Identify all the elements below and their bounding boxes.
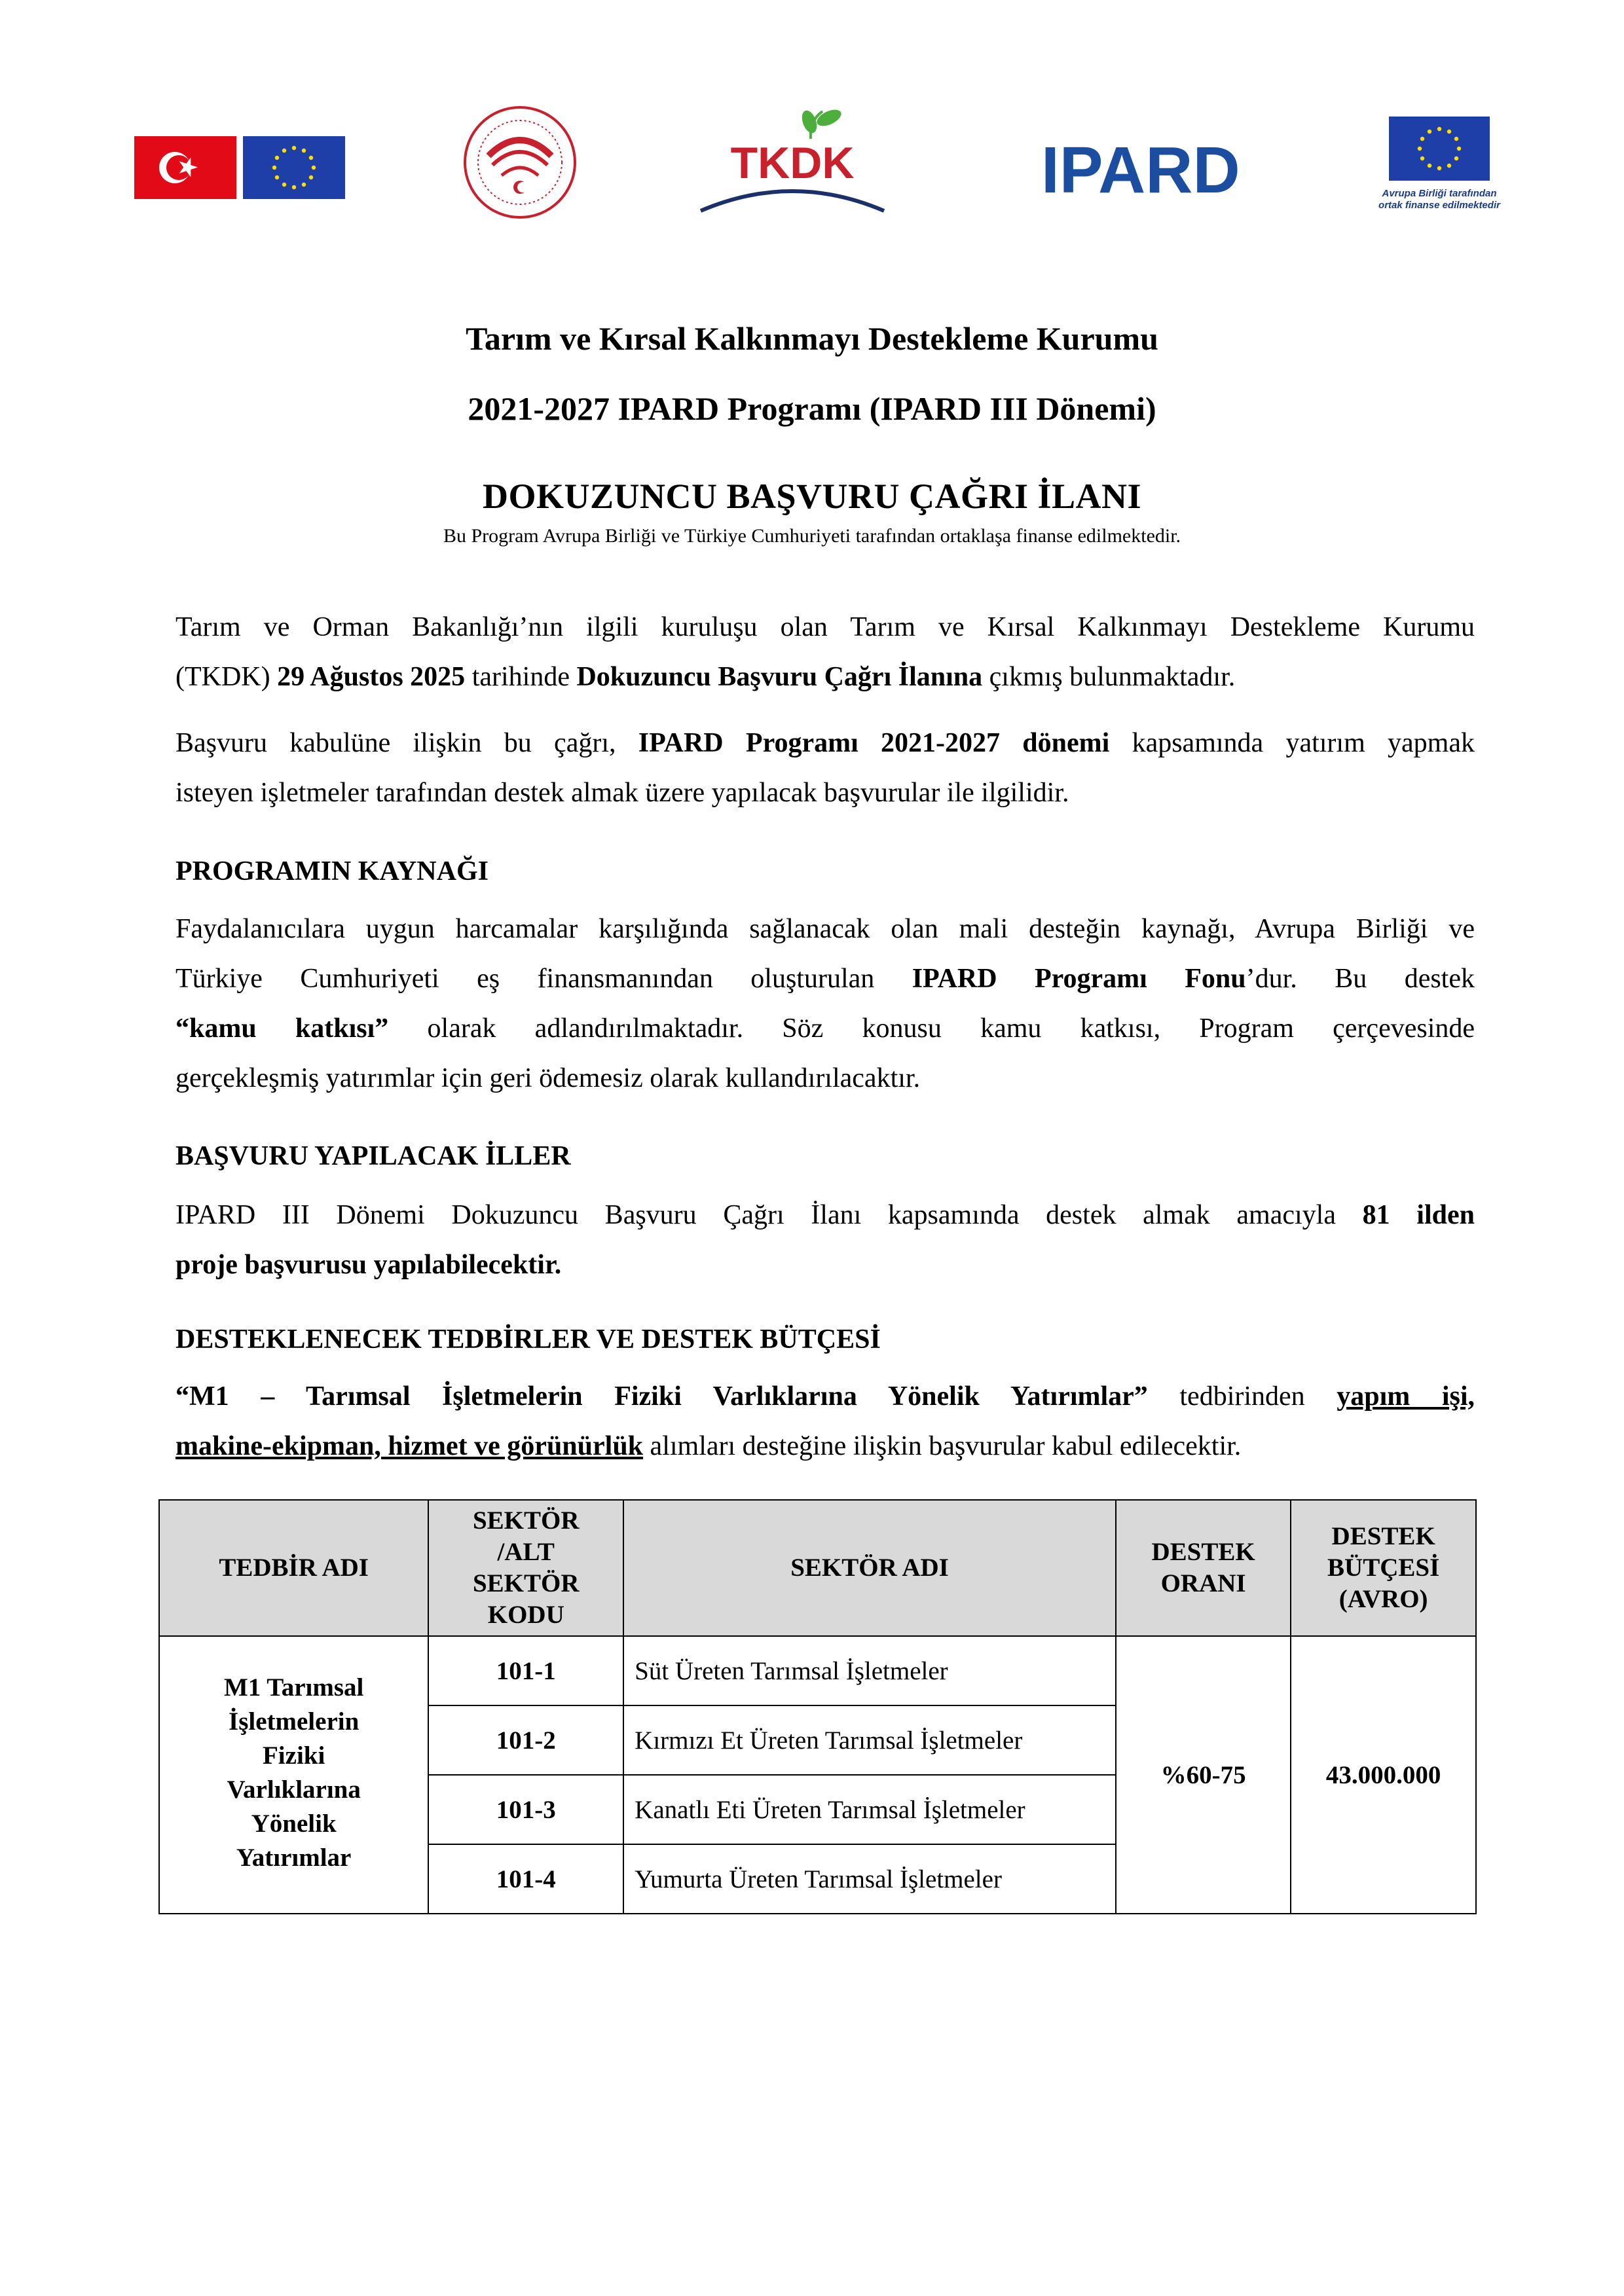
header-rate <box>1116 1500 1291 1636</box>
header-line: DESTEK <box>1151 1538 1255 1566</box>
measure-cell <box>159 1636 428 1914</box>
text-line <box>175 718 1475 768</box>
text-line <box>175 954 1475 1004</box>
intro-paragraph <box>175 602 1475 702</box>
tkdk-logo <box>694 107 891 222</box>
measure-line: M1 Tarımsal <box>223 1673 364 1702</box>
header-line: SEKTÖR <box>472 1506 580 1535</box>
header-line: BÜTÇESİ <box>1327 1554 1440 1582</box>
eu-flag-icon <box>1389 117 1490 181</box>
sector-name-cell: Kırmızı Et Üreten Tarımsal İşletmeler <box>623 1705 1116 1775</box>
section-title-provinces: BAŞVURU YAPILACAK İLLER <box>175 1141 571 1171</box>
underlined-text: makine-ekipman, hizmet ve görünürlük <box>175 1431 644 1461</box>
program-heading: 2021-2027 IPARD Programı (IPARD III Dönemi) <box>468 390 1156 427</box>
text-run: ’dur. Bu destek <box>1246 964 1475 994</box>
eu-cofinance-logo <box>1354 117 1524 211</box>
measure-line: Fiziki <box>262 1741 325 1770</box>
provinces-paragraph <box>175 1190 1475 1290</box>
support-rate-cell: %60-75 <box>1116 1636 1291 1914</box>
section-title-source: PROGRAMIN KAYNAĞI <box>175 856 489 886</box>
logo-bar <box>0 105 1624 223</box>
text-line <box>175 1004 1475 1053</box>
public-contribution-text: “kamu katkısı” <box>175 1013 389 1044</box>
text-run: tedbirinden <box>1147 1381 1337 1412</box>
text-run: Başvuru kabulüne ilişkin bu çağrı, <box>175 728 638 758</box>
funding-note: Bu Program Avrupa Birliği ve Türkiye Cumhuriyeti tarafından ortaklaşa finanse edilmektedir. <box>443 525 1181 547</box>
measure-name-text: “M1 – Tarımsal İşletmelerin Fiziki Varlıklarına Yönelik Yatırımlar” <box>175 1381 1148 1412</box>
underlined-text: yapım işi, <box>1337 1381 1475 1412</box>
header-line: DESTEK <box>1331 1522 1435 1550</box>
text-run: proje başvurusu yapılabilecektir. <box>175 1250 562 1280</box>
sector-name-cell: Süt Üreten Tarımsal İşletmeler <box>623 1636 1116 1705</box>
measure-line: Yönelik <box>251 1810 337 1838</box>
sector-name-cell: Yumurta Üreten Tarımsal İşletmeler <box>623 1844 1116 1914</box>
header-line: SEKTÖR <box>472 1569 580 1597</box>
text-line: gerçekleşmiş yatırımlar için geri ödemesiz olarak kullandırılacaktır. <box>175 1063 921 1093</box>
scope-paragraph <box>175 718 1475 818</box>
header-line: (AVRO) <box>1338 1585 1428 1613</box>
sector-code-cell: 101-1 <box>428 1636 623 1705</box>
header-budget <box>1291 1500 1476 1636</box>
province-count-text: 81 ilden <box>1362 1200 1475 1230</box>
eu-caption <box>1354 188 1524 211</box>
measures-paragraph <box>175 1372 1475 1471</box>
text-run: IPARD III Dönemi Dokuzuncu Başvuru Çağrı İlanı kapsamında destek almak amacıyla <box>175 1200 1363 1230</box>
institution-heading: Tarım ve Kırsal Kalkınmayı Destekleme Kurumu <box>466 320 1158 357</box>
text-run: alımları desteğine ilişkin başvurular kabul edilecektir. <box>643 1431 1242 1461</box>
sector-code-cell: 101-4 <box>428 1844 623 1914</box>
support-budget-cell: 43.000.000 <box>1291 1636 1476 1914</box>
header-line: ORANI <box>1160 1569 1246 1597</box>
table-header-row <box>159 1500 1476 1636</box>
text-line: isteyen işletmeler tarafından destek almak üzere yapılacak başvurular ile ilgilidir. <box>175 778 1069 808</box>
header-line: KODU <box>487 1601 564 1629</box>
sector-code-cell: 101-2 <box>428 1705 623 1775</box>
eu-flag-icon <box>243 136 345 199</box>
text-line <box>175 1431 1241 1461</box>
sector-code-cell: 101-3 <box>428 1775 623 1844</box>
section-title-measures: DESTEKLENECEK TEDBİRLER VE DESTEK BÜTÇESİ <box>175 1324 881 1355</box>
text-line <box>175 1372 1475 1421</box>
call-name-text: Dokuzuncu Başvuru Çağrı İlanına <box>576 662 983 692</box>
fund-name-text: IPARD Programı Fonu <box>912 964 1246 994</box>
svg-text:IPARD: IPARD <box>1041 139 1240 204</box>
ipard-logo <box>1041 139 1251 208</box>
text-run: (TKDK) <box>175 662 278 692</box>
eu-caption-line: Avrupa Birliği tarafından <box>1382 188 1497 199</box>
table-row <box>159 1636 1476 1705</box>
header-measure: TEDBİR ADI <box>159 1500 428 1636</box>
sector-name-cell: Kanatlı Eti Üreten Tarımsal İşletmeler <box>623 1775 1116 1844</box>
text-run: Türkiye Cumhuriyeti eş finansmanından oluşturulan <box>175 964 912 994</box>
text-run: çıkmış bulunmaktadır. <box>982 662 1236 692</box>
text-line: Faydalanıcılara uygun harcamalar karşılığında sağlanacak olan mali desteğin kaynağı, Avrupa Birliği ve <box>175 914 1475 944</box>
text-line <box>175 1250 561 1280</box>
header-line: /ALT <box>497 1538 555 1566</box>
support-table <box>158 1499 1477 1914</box>
text-run: olarak adlandırılmaktadır. Söz konusu kamu katkısı, Program çerçevesinde <box>388 1013 1475 1044</box>
measure-line: İşletmelerin <box>229 1707 360 1736</box>
text-line: Tarım ve Orman Bakanlığı’nın ilgili kuruluşu olan Tarım ve Kırsal Kalkınmayı Destekleme Kurumu <box>175 612 1475 642</box>
text-line <box>175 662 1235 692</box>
measure-line: Yatırımlar <box>236 1844 352 1872</box>
date-text: 29 Ağustos 2025 <box>277 662 466 692</box>
program-period-text: IPARD Programı 2021-2027 dönemi <box>638 728 1110 758</box>
header-sector: SEKTÖR ADI <box>623 1500 1116 1636</box>
header-code <box>428 1500 623 1636</box>
measure-line: Varlıklarına <box>227 1776 361 1804</box>
eu-caption-line: ortak finanse edilmektedir <box>1378 200 1500 211</box>
call-title: DOKUZUNCU BAŞVURU ÇAĞRI İLANI <box>482 477 1142 516</box>
text-run: tarihinde <box>465 662 577 692</box>
source-paragraph <box>175 904 1475 1103</box>
flags-logo <box>134 136 345 202</box>
text-line <box>175 1190 1475 1240</box>
ministry-seal-logo <box>462 105 578 223</box>
text-run: kapsamında yatırım yapmak <box>1109 728 1475 758</box>
svg-text:TKDK: TKDK <box>730 138 855 188</box>
